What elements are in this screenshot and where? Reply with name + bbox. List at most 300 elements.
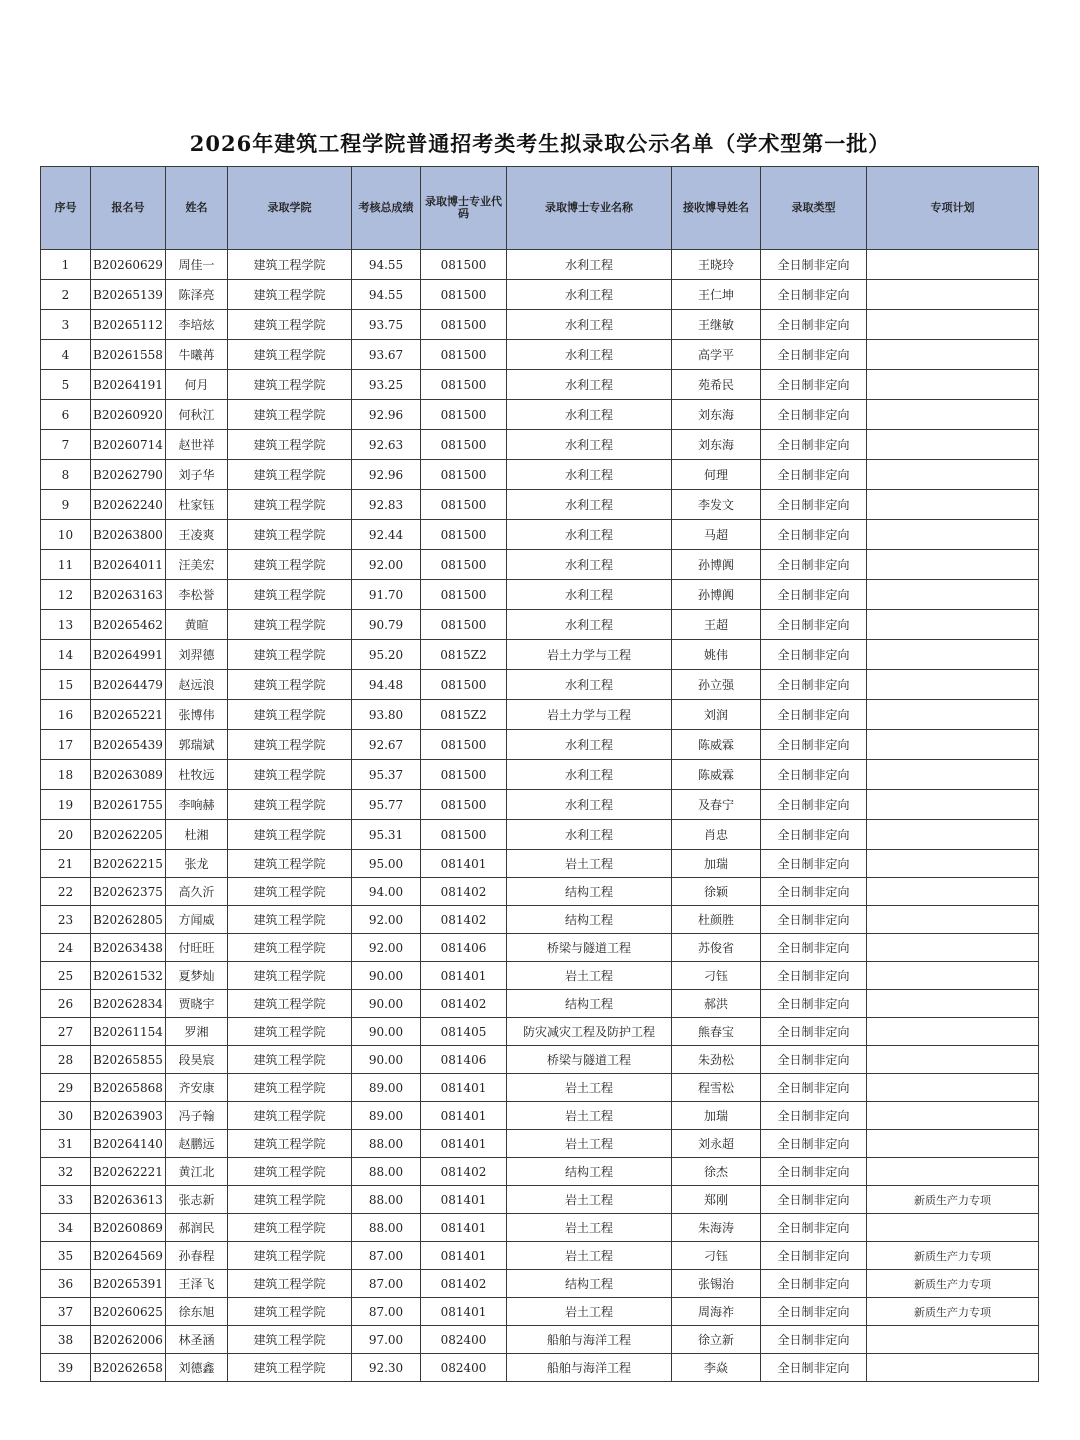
- cell-major-code: 081500: [421, 400, 507, 430]
- cell-index: 26: [41, 990, 91, 1018]
- cell-major-name: 水利工程: [507, 370, 672, 400]
- cell-total-score: 90.00: [352, 1018, 421, 1046]
- table-row: [41, 1046, 1039, 1074]
- cell-supervisor: 姚伟: [672, 640, 761, 670]
- cell-index: 18: [41, 760, 91, 790]
- table-row: [41, 1074, 1039, 1102]
- cell-registration-no: B20265221: [91, 700, 166, 730]
- cell-admission-type: 全日制非定向: [761, 460, 867, 490]
- cell-major-name: 岩土工程: [507, 1298, 672, 1326]
- cell-special-plan: [867, 670, 1039, 700]
- cell-major-code: 081401: [421, 1214, 507, 1242]
- table-row: [41, 1214, 1039, 1242]
- cell-registration-no: B20265391: [91, 1270, 166, 1298]
- cell-registration-no: B20262215: [91, 850, 166, 878]
- cell-index: 1: [41, 250, 91, 280]
- cell-major-code: 081500: [421, 340, 507, 370]
- cell-special-plan: [867, 370, 1039, 400]
- cell-special-plan: [867, 550, 1039, 580]
- table-row: [41, 820, 1039, 850]
- cell-index: 39: [41, 1354, 91, 1382]
- cell-college: 建筑工程学院: [228, 878, 352, 906]
- table-row: [41, 990, 1039, 1018]
- header-major-name: 录取博士专业名称: [507, 167, 672, 250]
- cell-registration-no: B20263903: [91, 1102, 166, 1130]
- cell-major-code: 081500: [421, 670, 507, 700]
- cell-name: 黄暄: [166, 610, 228, 640]
- cell-index: 32: [41, 1158, 91, 1186]
- cell-college: 建筑工程学院: [228, 1186, 352, 1214]
- cell-major-name: 结构工程: [507, 878, 672, 906]
- cell-major-code: 081402: [421, 1270, 507, 1298]
- cell-name: 王凌爽: [166, 520, 228, 550]
- cell-special-plan: [867, 730, 1039, 760]
- cell-supervisor: 孙博阗: [672, 580, 761, 610]
- cell-college: 建筑工程学院: [228, 730, 352, 760]
- page-title: 2026年建筑工程学院普通招考类考生拟录取公示名单（学术型第一批）: [189, 131, 891, 156]
- cell-special-plan: [867, 1158, 1039, 1186]
- cell-index: 29: [41, 1074, 91, 1102]
- header-college: 录取学院: [228, 167, 352, 250]
- table-row: [41, 878, 1039, 906]
- cell-special-plan: [867, 990, 1039, 1018]
- cell-supervisor: 高学平: [672, 340, 761, 370]
- cell-major-name: 水利工程: [507, 340, 672, 370]
- cell-major-code: 0815Z2: [421, 640, 507, 670]
- table-row: [41, 1326, 1039, 1354]
- cell-registration-no: B20263089: [91, 760, 166, 790]
- cell-index: 36: [41, 1270, 91, 1298]
- cell-name: 杜湘: [166, 820, 228, 850]
- cell-index: 34: [41, 1214, 91, 1242]
- cell-major-code: 081500: [421, 790, 507, 820]
- cell-admission-type: 全日制非定向: [761, 1018, 867, 1046]
- cell-name: 黄江北: [166, 1158, 228, 1186]
- cell-name: 李松誉: [166, 580, 228, 610]
- table-row: [41, 670, 1039, 700]
- cell-college: 建筑工程学院: [228, 550, 352, 580]
- cell-college: 建筑工程学院: [228, 1242, 352, 1270]
- cell-total-score: 92.96: [352, 400, 421, 430]
- cell-college: 建筑工程学院: [228, 1214, 352, 1242]
- cell-special-plan: [867, 850, 1039, 878]
- cell-major-name: 防灾减灾工程及防护工程: [507, 1018, 672, 1046]
- cell-college: 建筑工程学院: [228, 790, 352, 820]
- cell-registration-no: B20263163: [91, 580, 166, 610]
- cell-special-plan: [867, 1018, 1039, 1046]
- cell-index: 37: [41, 1298, 91, 1326]
- cell-major-code: 081405: [421, 1018, 507, 1046]
- cell-admission-type: 全日制非定向: [761, 1214, 867, 1242]
- cell-registration-no: B20265439: [91, 730, 166, 760]
- cell-supervisor: 及春宁: [672, 790, 761, 820]
- admission-table-container: [40, 166, 1039, 1382]
- cell-admission-type: 全日制非定向: [761, 670, 867, 700]
- cell-major-name: 水利工程: [507, 610, 672, 640]
- cell-major-code: 081406: [421, 934, 507, 962]
- cell-college: 建筑工程学院: [228, 310, 352, 340]
- cell-special-plan: [867, 250, 1039, 280]
- cell-supervisor: 徐杰: [672, 1158, 761, 1186]
- cell-index: 12: [41, 580, 91, 610]
- table-header-row: [41, 167, 1039, 250]
- cell-name: 张志新: [166, 1186, 228, 1214]
- cell-admission-type: 全日制非定向: [761, 280, 867, 310]
- table-row: [41, 760, 1039, 790]
- cell-major-name: 结构工程: [507, 1270, 672, 1298]
- cell-name: 齐安康: [166, 1074, 228, 1102]
- cell-major-name: 水利工程: [507, 280, 672, 310]
- cell-index: 25: [41, 962, 91, 990]
- cell-college: 建筑工程学院: [228, 1158, 352, 1186]
- cell-total-score: 94.55: [352, 250, 421, 280]
- cell-major-name: 结构工程: [507, 990, 672, 1018]
- cell-index: 9: [41, 490, 91, 520]
- cell-index: 7: [41, 430, 91, 460]
- cell-index: 35: [41, 1242, 91, 1270]
- cell-name: 杜家钰: [166, 490, 228, 520]
- cell-total-score: 93.25: [352, 370, 421, 400]
- cell-major-code: 081401: [421, 1298, 507, 1326]
- cell-admission-type: 全日制非定向: [761, 1158, 867, 1186]
- cell-major-code: 082400: [421, 1326, 507, 1354]
- cell-college: 建筑工程学院: [228, 280, 352, 310]
- cell-supervisor: 杜颜胜: [672, 906, 761, 934]
- cell-special-plan: [867, 400, 1039, 430]
- cell-total-score: 90.79: [352, 610, 421, 640]
- table-row: [41, 460, 1039, 490]
- cell-major-name: 岩土力学与工程: [507, 700, 672, 730]
- cell-total-score: 97.00: [352, 1326, 421, 1354]
- cell-name: 陈泽亮: [166, 280, 228, 310]
- table-row: [41, 934, 1039, 962]
- cell-major-name: 水利工程: [507, 760, 672, 790]
- cell-admission-type: 全日制非定向: [761, 1298, 867, 1326]
- cell-special-plan: [867, 1214, 1039, 1242]
- cell-major-name: 结构工程: [507, 906, 672, 934]
- cell-major-name: 岩土工程: [507, 1214, 672, 1242]
- cell-total-score: 93.80: [352, 700, 421, 730]
- cell-special-plan: [867, 280, 1039, 310]
- cell-major-code: 081500: [421, 820, 507, 850]
- table-row: [41, 1130, 1039, 1158]
- cell-major-code: 081402: [421, 1158, 507, 1186]
- cell-total-score: 92.00: [352, 934, 421, 962]
- cell-college: 建筑工程学院: [228, 1018, 352, 1046]
- cell-special-plan: [867, 700, 1039, 730]
- table-row: [41, 340, 1039, 370]
- cell-admission-type: 全日制非定向: [761, 1242, 867, 1270]
- cell-major-code: 081500: [421, 760, 507, 790]
- cell-index: 33: [41, 1186, 91, 1214]
- cell-major-code: 081401: [421, 962, 507, 990]
- table-row: [41, 906, 1039, 934]
- cell-registration-no: B20264140: [91, 1130, 166, 1158]
- cell-total-score: 95.37: [352, 760, 421, 790]
- cell-special-plan: [867, 490, 1039, 520]
- cell-index: 10: [41, 520, 91, 550]
- cell-admission-type: 全日制非定向: [761, 906, 867, 934]
- cell-supervisor: 何理: [672, 460, 761, 490]
- cell-total-score: 92.63: [352, 430, 421, 460]
- cell-index: 5: [41, 370, 91, 400]
- cell-total-score: 89.00: [352, 1102, 421, 1130]
- cell-registration-no: B20262805: [91, 906, 166, 934]
- cell-major-name: 船舶与海洋工程: [507, 1326, 672, 1354]
- cell-registration-no: B20260920: [91, 400, 166, 430]
- table-row: [41, 1158, 1039, 1186]
- cell-admission-type: 全日制非定向: [761, 340, 867, 370]
- cell-major-name: 水利工程: [507, 820, 672, 850]
- cell-special-plan: [867, 1046, 1039, 1074]
- cell-registration-no: B20260714: [91, 430, 166, 460]
- cell-major-name: 水利工程: [507, 790, 672, 820]
- cell-admission-type: 全日制非定向: [761, 990, 867, 1018]
- cell-registration-no: B20262658: [91, 1354, 166, 1382]
- cell-special-plan: [867, 610, 1039, 640]
- cell-name: 赵鹏远: [166, 1130, 228, 1158]
- cell-registration-no: B20263613: [91, 1186, 166, 1214]
- cell-major-code: 081500: [421, 550, 507, 580]
- table-row: [41, 790, 1039, 820]
- cell-supervisor: 王仁坤: [672, 280, 761, 310]
- cell-index: 2: [41, 280, 91, 310]
- cell-total-score: 93.75: [352, 310, 421, 340]
- cell-major-name: 水利工程: [507, 460, 672, 490]
- cell-supervisor: 王继敏: [672, 310, 761, 340]
- cell-registration-no: B20261532: [91, 962, 166, 990]
- cell-index: 3: [41, 310, 91, 340]
- cell-college: 建筑工程学院: [228, 1326, 352, 1354]
- cell-index: 8: [41, 460, 91, 490]
- cell-index: 6: [41, 400, 91, 430]
- cell-major-name: 岩土工程: [507, 1130, 672, 1158]
- cell-name: 高久沂: [166, 878, 228, 906]
- cell-supervisor: 刘润: [672, 700, 761, 730]
- cell-name: 段昊宸: [166, 1046, 228, 1074]
- cell-special-plan: [867, 790, 1039, 820]
- cell-index: 27: [41, 1018, 91, 1046]
- cell-major-code: 081500: [421, 520, 507, 550]
- cell-supervisor: 郑刚: [672, 1186, 761, 1214]
- cell-college: 建筑工程学院: [228, 340, 352, 370]
- cell-registration-no: B20262205: [91, 820, 166, 850]
- cell-special-plan: 新质生产力专项: [867, 1270, 1039, 1298]
- cell-special-plan: [867, 820, 1039, 850]
- cell-admission-type: 全日制非定向: [761, 962, 867, 990]
- cell-special-plan: [867, 310, 1039, 340]
- table-row: [41, 430, 1039, 460]
- cell-admission-type: 全日制非定向: [761, 640, 867, 670]
- header-registration-no: 报名号: [91, 167, 166, 250]
- cell-total-score: 92.83: [352, 490, 421, 520]
- cell-total-score: 92.00: [352, 550, 421, 580]
- cell-registration-no: B20265112: [91, 310, 166, 340]
- cell-index: 11: [41, 550, 91, 580]
- cell-college: 建筑工程学院: [228, 250, 352, 280]
- cell-registration-no: B20265462: [91, 610, 166, 640]
- cell-admission-type: 全日制非定向: [761, 400, 867, 430]
- cell-name: 付旺旺: [166, 934, 228, 962]
- table-row: [41, 310, 1039, 340]
- cell-college: 建筑工程学院: [228, 1046, 352, 1074]
- cell-name: 何月: [166, 370, 228, 400]
- cell-total-score: 88.00: [352, 1130, 421, 1158]
- cell-college: 建筑工程学院: [228, 670, 352, 700]
- cell-major-code: 081401: [421, 1102, 507, 1130]
- cell-college: 建筑工程学院: [228, 700, 352, 730]
- cell-special-plan: [867, 1074, 1039, 1102]
- cell-name: 赵世祥: [166, 430, 228, 460]
- cell-index: 30: [41, 1102, 91, 1130]
- cell-college: 建筑工程学院: [228, 370, 352, 400]
- cell-index: 4: [41, 340, 91, 370]
- cell-admission-type: 全日制非定向: [761, 310, 867, 340]
- cell-registration-no: B20260869: [91, 1214, 166, 1242]
- cell-college: 建筑工程学院: [228, 820, 352, 850]
- table-row: [41, 490, 1039, 520]
- cell-major-code: 081500: [421, 370, 507, 400]
- cell-registration-no: B20264011: [91, 550, 166, 580]
- cell-special-plan: 新质生产力专项: [867, 1242, 1039, 1270]
- cell-registration-no: B20264569: [91, 1242, 166, 1270]
- table-row: [41, 370, 1039, 400]
- cell-admission-type: 全日制非定向: [761, 430, 867, 460]
- cell-index: 16: [41, 700, 91, 730]
- cell-admission-type: 全日制非定向: [761, 1326, 867, 1354]
- cell-total-score: 88.00: [352, 1214, 421, 1242]
- cell-major-code: 081402: [421, 906, 507, 934]
- cell-registration-no: B20262221: [91, 1158, 166, 1186]
- cell-total-score: 92.67: [352, 730, 421, 760]
- table-row: [41, 550, 1039, 580]
- table-row: [41, 962, 1039, 990]
- cell-supervisor: 程雪松: [672, 1074, 761, 1102]
- cell-name: 徐东旭: [166, 1298, 228, 1326]
- cell-college: 建筑工程学院: [228, 1074, 352, 1102]
- table-row: [41, 1186, 1039, 1214]
- cell-index: 19: [41, 790, 91, 820]
- cell-major-name: 岩土力学与工程: [507, 640, 672, 670]
- cell-admission-type: 全日制非定向: [761, 1270, 867, 1298]
- cell-major-code: 081402: [421, 878, 507, 906]
- cell-college: 建筑工程学院: [228, 990, 352, 1018]
- cell-name: 郝润民: [166, 1214, 228, 1242]
- cell-registration-no: B20265855: [91, 1046, 166, 1074]
- cell-admission-type: 全日制非定向: [761, 1074, 867, 1102]
- cell-supervisor: 刁钰: [672, 962, 761, 990]
- cell-supervisor: 加瑞: [672, 1102, 761, 1130]
- cell-major-name: 结构工程: [507, 1158, 672, 1186]
- cell-name: 牛曦苒: [166, 340, 228, 370]
- cell-special-plan: [867, 340, 1039, 370]
- cell-major-name: 岩土工程: [507, 1074, 672, 1102]
- table-row: [41, 400, 1039, 430]
- cell-supervisor: 徐颖: [672, 878, 761, 906]
- cell-admission-type: 全日制非定向: [761, 1354, 867, 1382]
- cell-supervisor: 苑希民: [672, 370, 761, 400]
- cell-college: 建筑工程学院: [228, 640, 352, 670]
- cell-total-score: 95.20: [352, 640, 421, 670]
- cell-total-score: 93.67: [352, 340, 421, 370]
- cell-name: 汪美宏: [166, 550, 228, 580]
- cell-name: 何秋江: [166, 400, 228, 430]
- cell-total-score: 92.44: [352, 520, 421, 550]
- cell-major-code: 082400: [421, 1354, 507, 1382]
- table-row: [41, 1102, 1039, 1130]
- cell-college: 建筑工程学院: [228, 460, 352, 490]
- cell-admission-type: 全日制非定向: [761, 878, 867, 906]
- cell-index: 22: [41, 878, 91, 906]
- table-row: [41, 850, 1039, 878]
- cell-registration-no: B20262006: [91, 1326, 166, 1354]
- cell-major-code: 081406: [421, 1046, 507, 1074]
- header-admission-type: 录取类型: [761, 167, 867, 250]
- cell-major-code: 081500: [421, 490, 507, 520]
- cell-supervisor: 孙博阗: [672, 550, 761, 580]
- cell-admission-type: 全日制非定向: [761, 730, 867, 760]
- cell-registration-no: B20262790: [91, 460, 166, 490]
- cell-admission-type: 全日制非定向: [761, 1130, 867, 1158]
- header-major-code: 录取博士专业代码: [421, 167, 507, 250]
- cell-name: 罗湘: [166, 1018, 228, 1046]
- cell-registration-no: B20265868: [91, 1074, 166, 1102]
- cell-college: 建筑工程学院: [228, 1354, 352, 1382]
- cell-supervisor: 王晓玲: [672, 250, 761, 280]
- cell-admission-type: 全日制非定向: [761, 490, 867, 520]
- cell-name: 赵远浪: [166, 670, 228, 700]
- cell-major-code: 081500: [421, 730, 507, 760]
- cell-major-name: 桥梁与隧道工程: [507, 934, 672, 962]
- table-row: [41, 1354, 1039, 1382]
- cell-name: 孙春程: [166, 1242, 228, 1270]
- cell-supervisor: 刘东海: [672, 430, 761, 460]
- cell-total-score: 90.00: [352, 990, 421, 1018]
- cell-index: 15: [41, 670, 91, 700]
- cell-total-score: 95.31: [352, 820, 421, 850]
- cell-college: 建筑工程学院: [228, 1298, 352, 1326]
- cell-major-name: 水利工程: [507, 730, 672, 760]
- cell-special-plan: [867, 1354, 1039, 1382]
- cell-supervisor: 陈威霖: [672, 760, 761, 790]
- cell-total-score: 89.00: [352, 1074, 421, 1102]
- cell-admission-type: 全日制非定向: [761, 790, 867, 820]
- cell-total-score: 90.00: [352, 962, 421, 990]
- cell-total-score: 88.00: [352, 1158, 421, 1186]
- cell-major-name: 岩土工程: [507, 850, 672, 878]
- cell-admission-type: 全日制非定向: [761, 370, 867, 400]
- cell-major-name: 水利工程: [507, 520, 672, 550]
- table-row: [41, 1270, 1039, 1298]
- cell-total-score: 92.00: [352, 906, 421, 934]
- cell-major-name: 岩土工程: [507, 962, 672, 990]
- cell-total-score: 91.70: [352, 580, 421, 610]
- cell-special-plan: [867, 934, 1039, 962]
- cell-admission-type: 全日制非定向: [761, 580, 867, 610]
- cell-special-plan: [867, 520, 1039, 550]
- table-row: [41, 1242, 1039, 1270]
- cell-supervisor: 陈威霖: [672, 730, 761, 760]
- cell-major-code: 081402: [421, 990, 507, 1018]
- cell-special-plan: [867, 962, 1039, 990]
- cell-supervisor: 李焱: [672, 1354, 761, 1382]
- table-row: [41, 520, 1039, 550]
- cell-major-code: 0815Z2: [421, 700, 507, 730]
- cell-admission-type: 全日制非定向: [761, 1186, 867, 1214]
- cell-registration-no: B20261755: [91, 790, 166, 820]
- cell-special-plan: [867, 760, 1039, 790]
- cell-admission-type: 全日制非定向: [761, 610, 867, 640]
